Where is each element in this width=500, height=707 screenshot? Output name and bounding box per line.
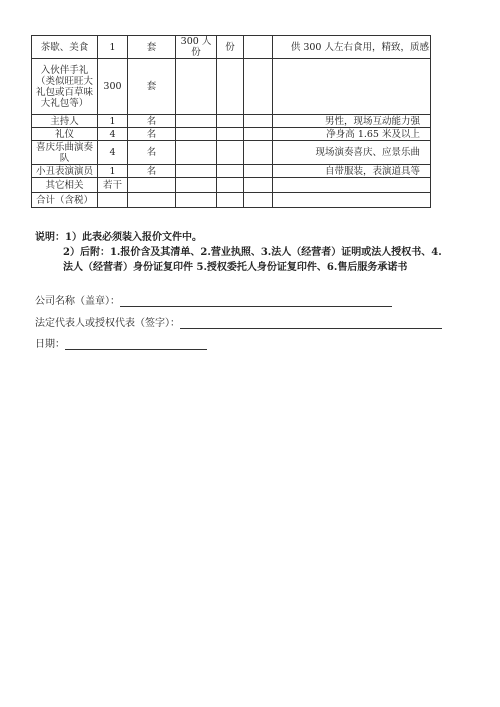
blank-cell	[244, 178, 273, 193]
blank-cell	[244, 165, 273, 178]
unit-cell: 套	[128, 36, 176, 59]
table-row	[32, 141, 431, 165]
blank-cell	[244, 128, 273, 141]
date-label: 日期：	[35, 339, 65, 350]
qty-cell: 4	[98, 128, 128, 141]
item-cell: 其它相关	[32, 178, 98, 193]
spec-cell	[176, 178, 217, 193]
spec-unit-cell	[217, 165, 244, 178]
table-row	[32, 165, 431, 178]
unit-cell: 名	[128, 141, 176, 165]
unit-cell: 名	[128, 165, 176, 178]
quotation-table	[31, 35, 431, 208]
spec-cell	[176, 128, 217, 141]
table-row	[32, 115, 431, 128]
item-cell: 礼仪	[32, 128, 98, 141]
spec-unit-cell: 份	[217, 36, 244, 59]
blank-cell	[244, 115, 273, 128]
spec-cell: 300 人份	[176, 36, 217, 59]
spec-unit-cell	[217, 193, 244, 208]
spec-cell	[176, 193, 217, 208]
remark-cell	[273, 178, 431, 193]
remark-cell	[273, 59, 431, 115]
date-row	[35, 335, 207, 350]
item-cell: 喜庆乐曲演奏队	[32, 141, 98, 165]
note-line-1: 说明：1）此表必须装入报价文件中。	[35, 232, 202, 243]
spec-unit-cell	[217, 128, 244, 141]
qty-cell: 若干	[98, 178, 128, 193]
remark-cell: 净身高 1.65 米及以上	[273, 128, 431, 141]
qty-cell: 300	[98, 59, 128, 115]
item-cell: 主持人	[32, 115, 98, 128]
spec-cell	[176, 115, 217, 128]
table-row	[32, 128, 431, 141]
notes-section	[35, 230, 445, 275]
qty-cell: 1	[98, 36, 128, 59]
spec-unit-cell	[217, 178, 244, 193]
legal-rep-label: 法定代表人或授权代表（签字）：	[35, 318, 180, 329]
legal-rep-field[interactable]	[180, 317, 442, 329]
company-name-label: 公司名称（盖章）：	[35, 296, 120, 307]
remark-cell: 自带服装，表演道具等	[273, 165, 431, 178]
unit-cell: 名	[128, 128, 176, 141]
item-cell: 小丑表演演员	[32, 165, 98, 178]
spec-unit-cell	[217, 141, 244, 165]
table-row	[32, 59, 431, 115]
remark-cell: 男性，现场互动能力强	[273, 115, 431, 128]
item-cell: 茶歇、美食	[32, 36, 98, 59]
blank-cell	[244, 141, 273, 165]
spec-cell	[176, 141, 217, 165]
legal-rep-row	[35, 314, 442, 329]
company-name-row	[35, 292, 392, 307]
unit-cell	[128, 193, 176, 208]
item-cell: 入伙伴手礼（类似旺旺大礼包或百草味大礼包等）	[32, 59, 98, 115]
blank-cell	[244, 59, 273, 115]
qty-cell: 4	[98, 141, 128, 165]
qty-cell: 1	[98, 165, 128, 178]
unit-cell	[128, 178, 176, 193]
date-field[interactable]	[65, 338, 207, 350]
remark-cell: 现场演奏喜庆、应景乐曲	[273, 141, 431, 165]
remark-cell: 供 300 人左右食用，精致，质感	[273, 36, 431, 59]
note-line-2: 2）后附：1.报价含及其清单、2.营业执照、3.法人（经营者）证明或法人授权书、4. 法人（经营者）身份证复印件 5.授权委托人身份证复印件、6.售后服务承诺书	[63, 247, 442, 273]
spec-cell	[176, 59, 217, 115]
spec-unit-cell	[217, 59, 244, 115]
unit-cell: 套	[128, 59, 176, 115]
blank-cell	[244, 36, 273, 59]
spec-unit-cell	[217, 115, 244, 128]
remark-cell	[273, 193, 431, 208]
blank-cell	[244, 193, 273, 208]
spec-cell	[176, 165, 217, 178]
table-row	[32, 178, 431, 193]
unit-cell: 名	[128, 115, 176, 128]
qty-cell	[98, 193, 128, 208]
table-row	[32, 36, 431, 59]
company-name-field[interactable]	[120, 295, 392, 307]
table-row	[32, 193, 431, 208]
qty-cell: 1	[98, 115, 128, 128]
item-cell: 合计（含税）	[32, 193, 98, 208]
